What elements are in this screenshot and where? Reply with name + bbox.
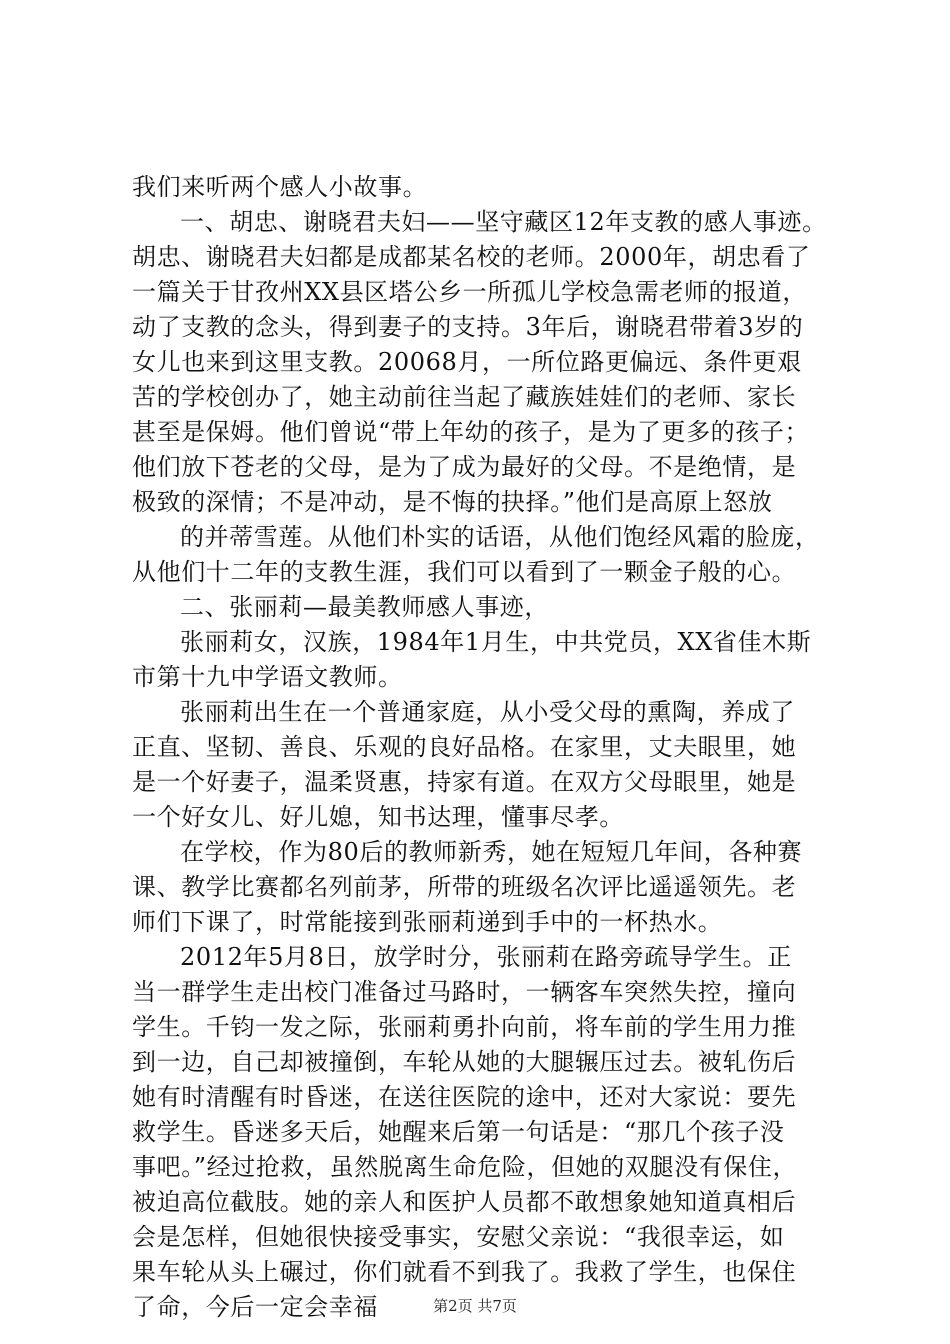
section-heading-1: 一、胡忠、谢晓君夫妇——坚守藏区12年支教的感人事迹。 <box>180 208 827 236</box>
text-line: 女儿也来到这里支教。20068月，一所位路更偏远、条件更艰 <box>132 348 802 376</box>
text-line: 胡忠、谢晓君夫妇都是成都某名校的老师。2000年，胡忠看了 <box>132 243 811 271</box>
text-line: 课、教学比赛都名列前茅，所带的班级名次评比遥遥领先。老 <box>132 873 797 901</box>
text-line: 的并蒂雪莲。从他们朴实的话语，从他们饱经风霜的脸庞， <box>180 523 820 551</box>
text-line: 事吧。”经过抢救，虽然脱离生命危险，但她的双腿没有保住， <box>132 1153 798 1181</box>
text-line: 到一边，自己却被撞倒，车轮从她的大腿辗压过去。被轧伤后 <box>132 1048 797 1076</box>
text-line: 2012年5月8日，放学时分，张丽莉在路旁疏导学生。正 <box>180 943 792 971</box>
section-heading-2: 二、张丽莉—最美教师感人事迹， <box>180 593 549 621</box>
text-line: 当一群学生走出校门准备过马路时，一辆客车突然失控，撞向 <box>132 978 797 1006</box>
text-line: 一篇关于甘孜州XX县区塔公乡一所孤儿学校急需老师的报道， <box>132 278 807 306</box>
text-line: 是一个好妻子，温柔贤惠，持家有道。在双方父母眼里，她是 <box>132 768 797 796</box>
text-line: 了命，今后一定会幸福 <box>132 1293 378 1321</box>
text-line: 从他们十二年的支教生涯，我们可以看到了一颗金子般的心。 <box>132 558 797 586</box>
text-line: 张丽莉女，汉族，1984年1月生，中共党员，XX省佳木斯 <box>180 628 812 656</box>
text-line: 在学校，作为80后的教师新秀，她在短短几年间，各种赛 <box>180 838 803 866</box>
text-line: 救学生。昏迷多天后，她醒来后第一句话是：“那几个孩子没 <box>132 1118 785 1146</box>
page-number-footer: 第2页 共7页 <box>433 1297 517 1315</box>
body-text <box>132 170 862 1325</box>
text-line: 他们放下苍老的父母，是为了成为最好的父母。不是绝情，是 <box>132 453 797 481</box>
text-line: 市第十九中学语文教师。 <box>132 663 403 691</box>
text-line: 会是怎样，但她很快接受事实，安慰父亲说：“我很幸运，如 <box>132 1223 785 1251</box>
text-line: 动了支教的念头，得到妻子的支持。3年后，谢晓君带着3岁的 <box>132 313 804 341</box>
text-line: 我们来听两个感人小故事。 <box>132 173 428 201</box>
text-line: 一个好女儿、好儿媳，知书达理，懂事尽孝。 <box>132 803 624 831</box>
text-line: 甚至是保姆。他们曾说“带上年幼的孩子，是为了更多的孩子； <box>132 418 810 446</box>
text-line: 学生。千钧一发之际，张丽莉勇扑向前，将车前的学生用力推 <box>132 1013 797 1041</box>
text-line: 被迫高位截肢。她的亲人和医护人员都不敢想象她知道真相后 <box>132 1188 797 1216</box>
text-line: 极致的深情；不是冲动，是不悔的抉择。”他们是高原上怒放 <box>132 488 773 516</box>
text-line: 她有时清醒有时昏迷，在送往医院的途中，还对大家说：要先 <box>132 1083 797 1111</box>
text-line: 苦的学校创办了，她主动前往当起了藏族娃娃们的老师、家长 <box>132 383 797 411</box>
text-line: 张丽莉出生在一个普通家庭，从小受父母的熏陶，养成了 <box>180 698 795 726</box>
text-line: 师们下课了，时常能接到张丽莉递到手中的一杯热水。 <box>132 908 723 936</box>
text-line: 果车轮从头上碾过，你们就看不到我了。我救了学生，也保住 <box>132 1258 797 1286</box>
text-line: 正直、坚韧、善良、乐观的良好品格。在家里，丈夫眼里，她 <box>132 733 797 761</box>
